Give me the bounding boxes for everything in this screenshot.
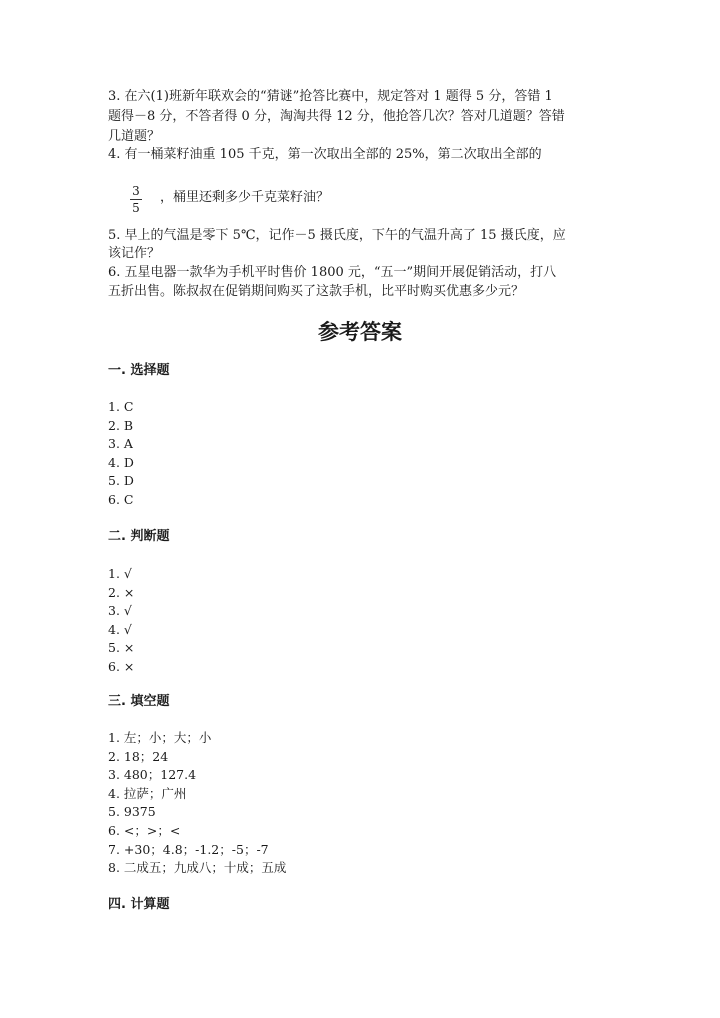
answer-item: 1. 左；小；大；小 — [108, 730, 212, 745]
answer-item: 2. 18；24 — [108, 748, 169, 764]
answer-item: 6. <；>；< — [108, 822, 181, 838]
answer-item: 2. × — [108, 584, 135, 600]
answer-item: 5. D — [108, 473, 134, 489]
section-3-answers — [108, 729, 286, 878]
question-3-line-3: 几道题？ — [108, 129, 161, 144]
answer-item: 2. B — [108, 417, 134, 433]
section-4-title: 四. 计算题 — [108, 897, 170, 912]
question-4-line-1: 4. 有一桶菜籽油重 105 千克，第一次取出全部的 25%，第二次取出全部的 — [108, 147, 542, 162]
answer-item: 3. 480；127.4 — [108, 767, 197, 783]
question-3-line-1: 3. 在六(1)班新年联欢会的“猜谜”抢答比赛中，规定答对 1 题得 5 分，答错 1 — [108, 89, 553, 104]
answer-item: 7. +30；4.8；-1.2；-5；-7 — [108, 841, 269, 857]
section-2-title: 二. 判断题 — [108, 529, 170, 544]
answer-item: 5. × — [108, 640, 135, 656]
answer-item: 8. 二成五；九成八；十成；五成 — [108, 860, 287, 876]
question-5-line-2: 该记作？ — [108, 246, 161, 261]
section-1-answers — [108, 398, 134, 510]
answer-item: 5. 9375 — [108, 804, 156, 820]
answer-item: 4. 拉萨；广州 — [108, 785, 187, 801]
answer-item: 4. D — [108, 454, 134, 470]
fraction-bar — [130, 199, 142, 200]
answer-item: 3. A — [108, 436, 133, 452]
answer-item: 6. × — [108, 658, 135, 674]
fraction-three-fifths — [126, 184, 146, 215]
section-3-title: 三. 填空题 — [108, 694, 170, 709]
section-1-title: 一. 选择题 — [108, 363, 170, 378]
fraction-numerator: 3 — [132, 184, 140, 198]
question-6-line-2: 五折出售。陈叔叔在促销期间购买了这款手机，比平时购买优惠多少元？ — [108, 284, 525, 299]
answer-item: 1. C — [108, 399, 134, 414]
answer-item: 1. √ — [108, 566, 132, 581]
question-6-line-1: 6. 五星电器一款华为手机平时售价 1800 元，“五一”期间开展促销活动，打八 — [108, 265, 557, 280]
answer-item: 4. √ — [108, 621, 132, 637]
question-5-line-1: 5. 早上的气温是零下 5℃，记作－5 摄氏度，下午的气温升高了 15 摄氏度，应 — [108, 228, 566, 243]
answer-item: 3. √ — [108, 603, 132, 619]
fraction-denominator: 5 — [132, 201, 140, 215]
section-2-answers — [108, 565, 134, 677]
answer-item: 6. C — [108, 491, 134, 507]
answer-title: 参考答案 — [318, 320, 402, 344]
question-4-line-2: ，桶里还剩多少千克菜籽油？ — [160, 190, 330, 205]
question-3-line-2: 题得－8 分，不答者得 0 分，淘淘共得 12 分，他抢答几次？答对几道题？答错 — [108, 109, 565, 124]
